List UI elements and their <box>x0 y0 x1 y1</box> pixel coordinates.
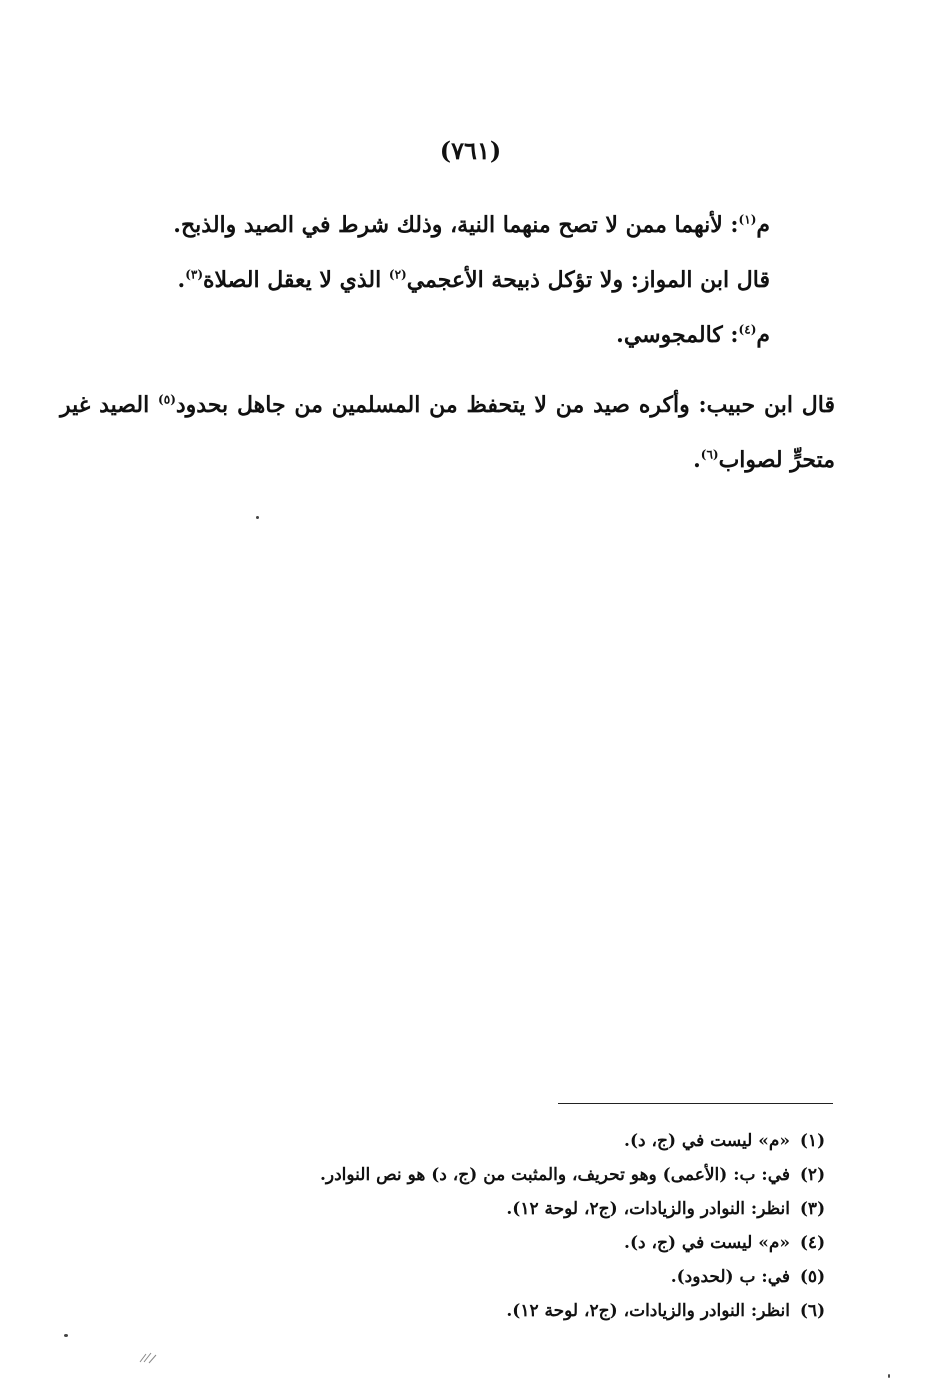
footnote-text: «م» ليست في (ج، د). <box>624 1131 790 1151</box>
footnote-ref-3: (٣) <box>185 267 204 282</box>
paragraph-4-text-b: الصيد غير متحرٍّ لصواب <box>60 392 835 473</box>
footnote-text: في: ب (لحدود). <box>670 1267 790 1287</box>
footnote-ref-5: (٥) <box>158 392 176 407</box>
footnote-item <box>180 1226 835 1260</box>
footnote-number: (٤) <box>799 1233 826 1253</box>
footnote-item <box>180 1158 835 1192</box>
footnote-text: انظر: النوادر والزيادات، (ج٢، لوحة ١٢). <box>506 1301 790 1321</box>
paragraph-1-text-a: م <box>756 212 770 238</box>
footnote-separator <box>558 1103 833 1104</box>
footnote-number: (٣) <box>799 1199 826 1219</box>
footnote-text: «م» ليست في (ج، د). <box>624 1233 790 1253</box>
footnote-number: (٦) <box>799 1301 826 1321</box>
scan-mark-icon <box>138 1350 162 1366</box>
paragraph-2-text-c: . <box>177 267 186 293</box>
footnote-item <box>180 1260 835 1294</box>
footnote-ref-1: (١) <box>738 212 757 227</box>
paragraph-2-text-b: الذي لا يعقل الصلاة <box>203 267 389 293</box>
footnote-text: انظر: النوادر والزيادات، (ج٢، لوحة ١٢). <box>506 1199 790 1219</box>
paragraph-4-text-c: . <box>693 447 701 473</box>
footnote-text: في: ب: (الأعمى) وهو تحريف، والمثبت من (ج، د) هو نص النوادر. <box>319 1165 790 1185</box>
paragraph-3-text-b: : كالمجوسي. <box>616 322 739 348</box>
footnote-number: (١) <box>799 1131 826 1151</box>
paragraph-3 <box>60 322 770 348</box>
scan-speck <box>64 1334 68 1337</box>
paragraph-1-text-b: : لأنهما ممن لا تصح منهما النية، وذلك شرط في الصيد والذبح. <box>173 212 739 238</box>
footnote-ref-2: (٢) <box>388 267 407 282</box>
footnote-item <box>180 1124 835 1158</box>
page-number: (٧٦١) <box>439 136 502 165</box>
paragraph-2-text-a: قال ابن المواز: ولا تؤكل ذبيحة الأعجمي <box>406 267 770 293</box>
footnotes-list <box>180 1124 835 1328</box>
paragraph-3-text-a: م <box>756 322 770 348</box>
scan-speck <box>888 1374 890 1378</box>
footnote-number: (٢) <box>799 1165 826 1185</box>
paragraph-4-text-a: قال ابن حبيب: وأكره صيد من لا يتحفظ من المسلمين من جاهل بحدود <box>175 392 835 418</box>
footnote-item <box>180 1192 835 1226</box>
footnote-ref-4: (٤) <box>738 322 757 337</box>
paragraph-1 <box>60 212 770 238</box>
paragraph-4 <box>60 378 835 488</box>
footnote-item <box>180 1294 835 1328</box>
paragraph-2 <box>60 267 770 293</box>
footnote-number: (٥) <box>799 1267 826 1287</box>
footnote-ref-6: (٦) <box>700 447 719 462</box>
scan-speck <box>256 516 259 519</box>
